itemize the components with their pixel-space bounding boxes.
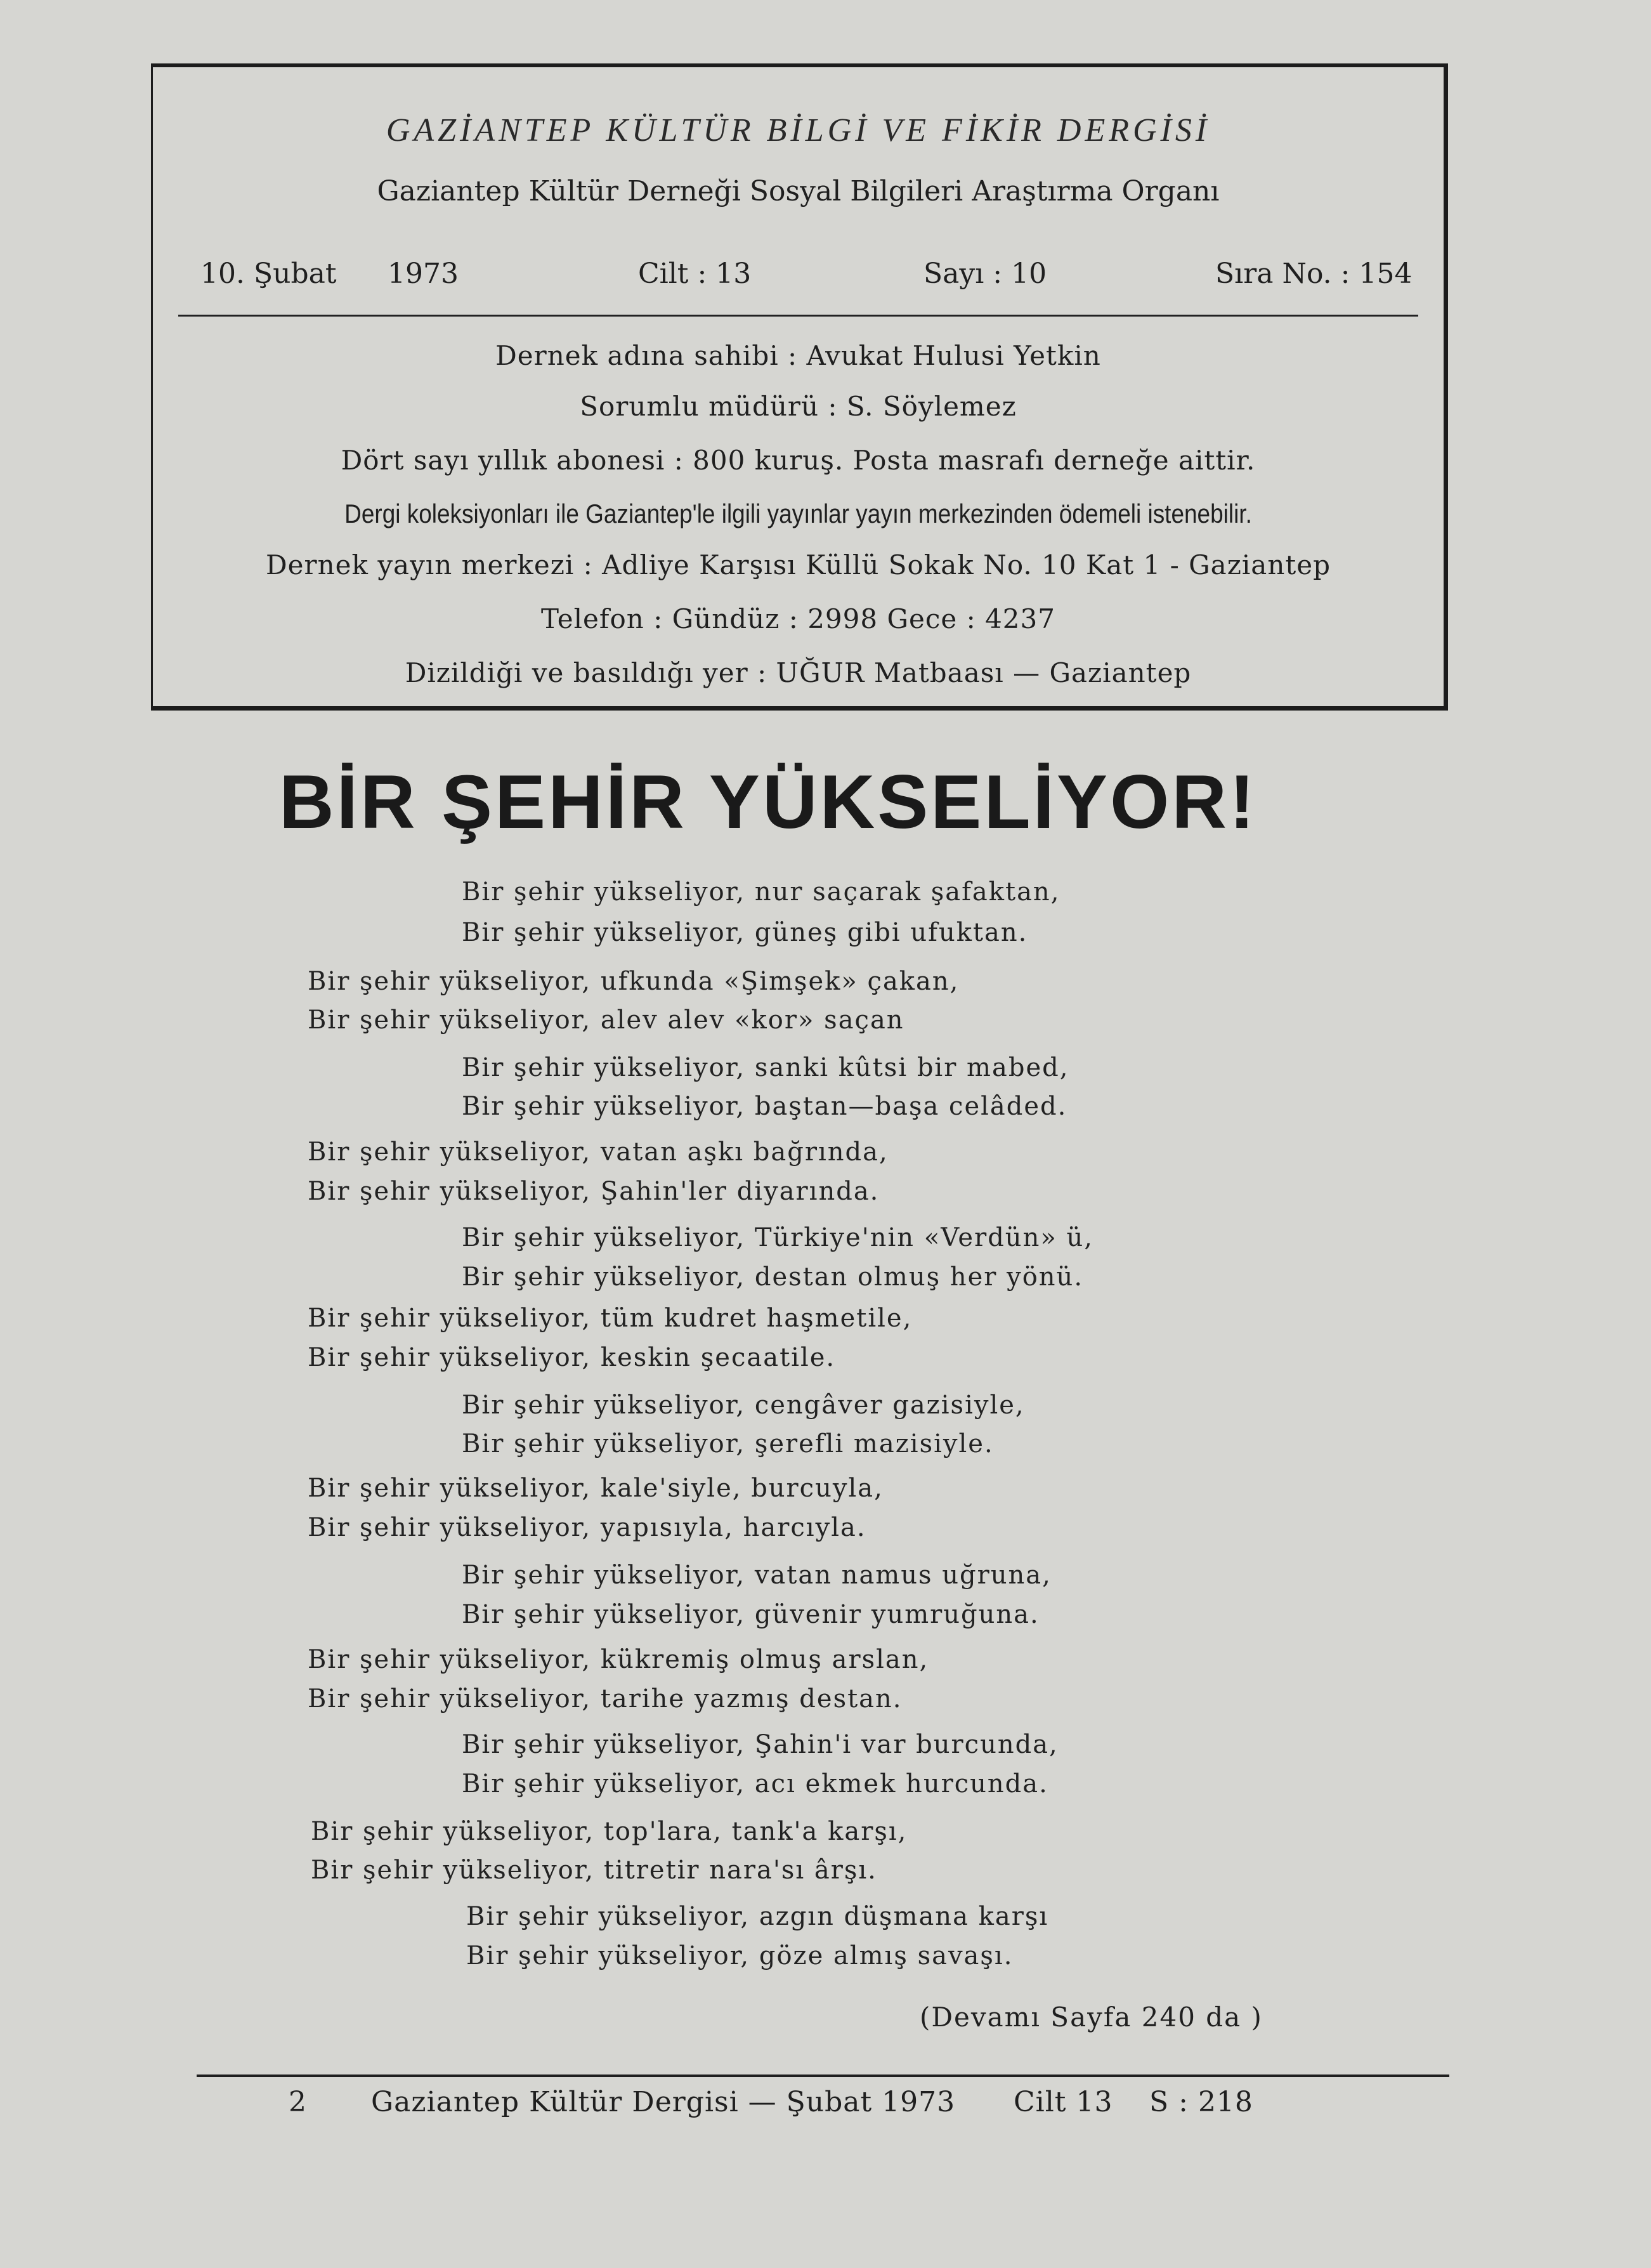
poem-line: Bir şehir yükseliyor, tarihe yazmış destan. [308, 1684, 903, 1714]
poem-line: Bir şehir yükseliyor, Şahin'i var burcunda, [462, 1730, 1059, 1759]
info-owner: Dernek adına sahibi : Avukat Hulusi Yetkin [495, 340, 1101, 371]
header-divider [178, 315, 1418, 317]
footer-volume: Cilt 13 [1014, 2086, 1113, 2118]
poem-line: Bir şehir yükseliyor, kükremiş olmuş arslan, [308, 1645, 929, 1674]
info-collections: Dergi koleksiyonları ile Gaziantep'le ilgili yayınlar yayın merkezinden ödemeli istenebilir. [344, 499, 1252, 528]
page-number: 2 [289, 2086, 307, 2118]
info-printer: Dizildiği ve basıldığı yer : UĞUR Matbaası — Gaziantep [405, 657, 1192, 688]
poem-line: Bir şehir yükseliyor, titretir nara'sı ârşı. [311, 1856, 877, 1885]
poem-line: Bir şehir yükseliyor, şerefli mazisiyle. [462, 1429, 994, 1458]
info-address: Dernek yayın merkezi : Adliye Karşısı Küllü Sokak No. 10 Kat 1 - Gaziantep [266, 549, 1331, 580]
poem-line: Bir şehir yükseliyor, güvenir yumruğuna. [462, 1600, 1040, 1629]
poem-line: Bir şehir yükseliyor, cengâver gazisiyle, [462, 1391, 1025, 1420]
poem-line: Bir şehir yükseliyor, vatan namus uğruna, [462, 1561, 1052, 1590]
continuation-note: (Devamı Sayfa 240 da ) [920, 2002, 1263, 2033]
poem-line: Bir şehir yükseliyor, Türkiye'nin «Verdün» ü, [462, 1223, 1093, 1252]
issue-date: 10. Şubat [200, 258, 337, 290]
poem-line: Bir şehir yükseliyor, Şahin'ler diyarında. [308, 1177, 880, 1206]
poem-line: Bir şehir yükseliyor, ufkunda «Şimşek» çakan, [308, 967, 960, 996]
poem-line: Bir şehir yükseliyor, göze almış savaşı. [466, 1941, 1014, 1970]
masthead-box [151, 63, 1448, 711]
info-editor: Sorumlu müdürü : S. Söylemez [580, 391, 1017, 422]
footer-divider [197, 2075, 1449, 2077]
poem-line: Bir şehir yükseliyor, azgın düşmana karşı [466, 1902, 1049, 1931]
poem-title: BİR ŞEHİR YÜKSELİYOR! [279, 759, 1257, 844]
poem-line: Bir şehir yükseliyor, baştan—başa celâded. [462, 1092, 1067, 1121]
footer-publication: Gaziantep Kültür Dergisi — Şubat 1973 [371, 2086, 956, 2118]
poem-line: Bir şehir yükseliyor, kale'siyle, burcuyla, [308, 1474, 884, 1503]
magazine-title: GAZİANTEP KÜLTÜR BİLGİ VE FİKİR DERGİSİ [386, 112, 1211, 148]
poem-line: Bir şehir yükseliyor, destan olmuş her yönü. [462, 1262, 1084, 1292]
issue-number: Sayı : 10 [923, 258, 1047, 290]
poem-line: Bir şehir yükseliyor, tüm kudret haşmetile, [308, 1304, 913, 1333]
issue-info-row [200, 258, 1418, 296]
poem-line: Bir şehir yükseliyor, keskin şecaatile. [308, 1343, 836, 1372]
poem-line: Bir şehir yükseliyor, güneş gibi ufuktan. [462, 918, 1028, 947]
poem-line: Bir şehir yükseliyor, yapısıyla, harcıyla. [308, 1513, 866, 1542]
info-subscription: Dört sayı yıllık abonesi : 800 kuruş. Posta masrafı derneğe aittir. [341, 445, 1256, 476]
poem-line: Bir şehir yükseliyor, sanki kûtsi bir mabed, [462, 1053, 1069, 1082]
poem-line: Bir şehir yükseliyor, vatan aşkı bağrında, [308, 1137, 889, 1167]
magazine-subtitle: Gaziantep Kültür Derneği Sosyal Bilgileri Araştırma Organı [377, 175, 1220, 207]
info-phone: Telefon : Gündüz : 2998 Gece : 4237 [541, 603, 1055, 634]
poem-line: Bir şehir yükseliyor, acı ekmek hurcunda. [462, 1769, 1048, 1799]
issue-year: 1973 [388, 258, 459, 290]
poem-line: Bir şehir yükseliyor, nur saçarak şafaktan, [462, 877, 1060, 907]
issue-serial: Sıra No. : 154 [1215, 258, 1413, 290]
issue-volume: Cilt : 13 [638, 258, 752, 290]
poem-line: Bir şehir yükseliyor, alev alev «kor» saçan [308, 1006, 904, 1035]
footer-page-ref: S : 218 [1149, 2086, 1253, 2118]
poem-line: Bir şehir yükseliyor, top'lara, tank'a karşı, [311, 1817, 908, 1846]
